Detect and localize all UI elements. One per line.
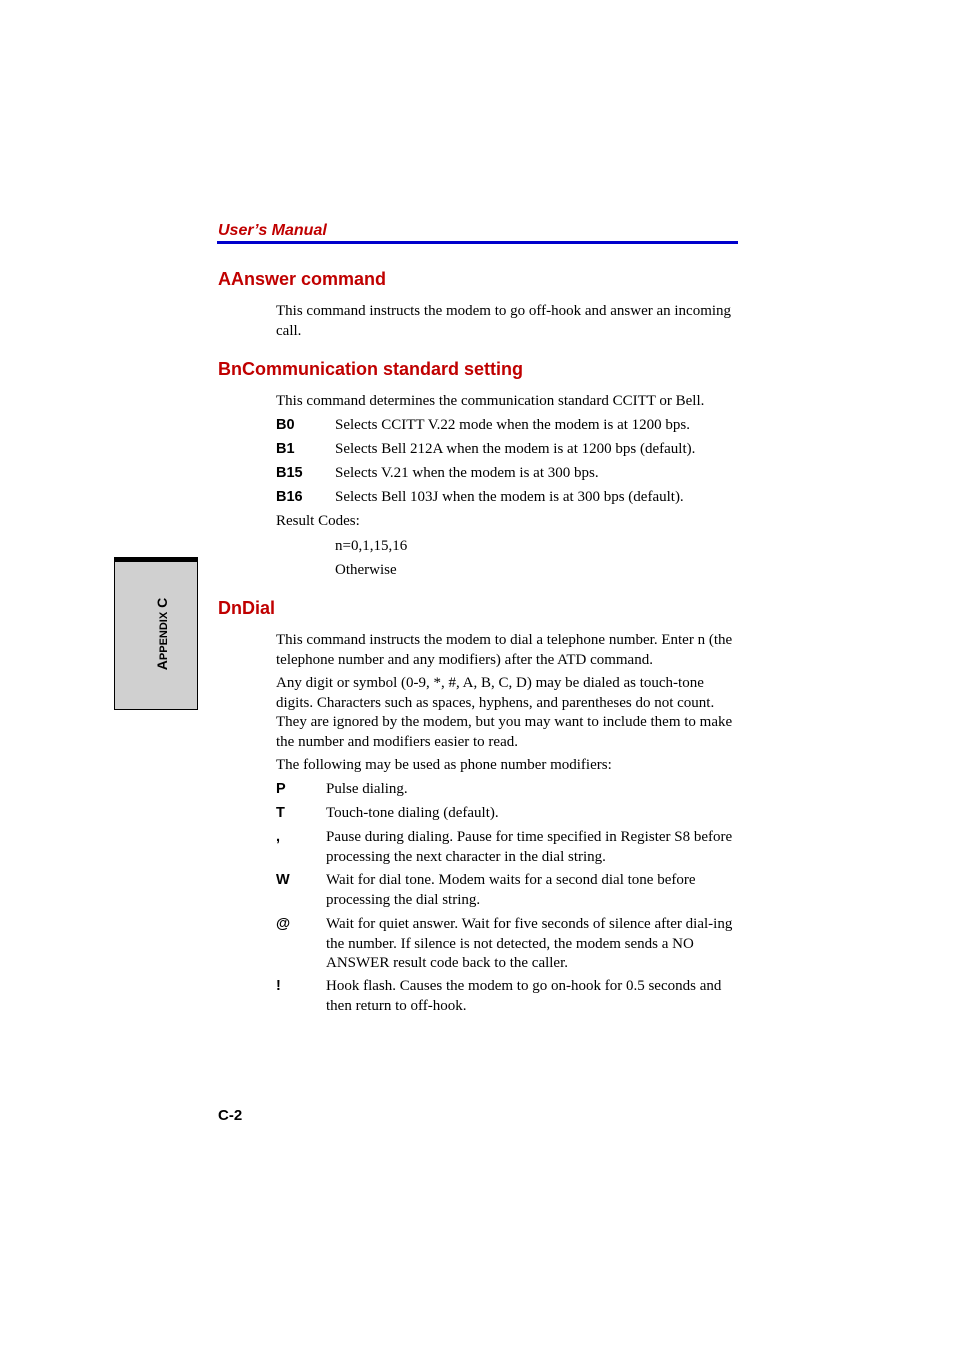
- result-code-item: n=0,1,15,16: [335, 538, 408, 554]
- paragraph-b-intro: This command determines the communication standard CCITT or Bell.: [276, 393, 705, 409]
- desc-b1: Selects Bell 212A when the modem is at 1200 bps (default).: [335, 441, 696, 457]
- paragraph-d-3: The following may be used as phone number modifiers:: [276, 757, 612, 773]
- term-b1: B1: [276, 441, 295, 457]
- modifier-term-at: @: [276, 916, 291, 932]
- modifier-term-comma: ,: [276, 829, 281, 845]
- heading-bn-standard: BnCommunication standard setting: [218, 359, 524, 379]
- paragraph-d-1: This command instructs the modem to dial a telephone number. Enter n (the telephone number and any modifiers) after the ATD command.: [276, 632, 733, 668]
- running-header: User’s Manual: [218, 222, 327, 239]
- desc-b15: Selects V.21 when the modem is at 300 bps.: [335, 465, 599, 481]
- paragraph-d-2: Any digit or symbol (0-9, *, #, A, B, C, D) may be dialed as touch-tone digits. Characters such as spaces, hyphens, and parentheses do not count. They are ignored by the modem, but you may want to include them to make the number and modifiers easier to read.: [276, 675, 733, 750]
- modifier-term-t: T: [276, 805, 285, 821]
- modifier-desc-t: Touch-tone dialing (default).: [326, 805, 499, 821]
- modifier-desc-p: Pulse dialing.: [326, 781, 408, 797]
- modifier-desc-bang: Hook flash. Causes the modem to go on-hook for 0.5 seconds and then return to off-hook.: [326, 978, 722, 1014]
- modifier-desc-at: Wait for quiet answer. Wait for five seconds of silence after dial-ing the number. If silence is not detected, the modem sends a NO ANSWER result code back to the caller.: [326, 916, 733, 971]
- modifier-desc-w: Wait for dial tone. Modem waits for a second dial tone before processing the dial string.: [326, 872, 696, 908]
- page-number: C-2: [218, 1107, 243, 1124]
- header-rule: [217, 241, 738, 244]
- heading-a-answer: AAnswer command: [218, 269, 387, 289]
- term-b0: B0: [276, 417, 295, 433]
- modifier-term-w: W: [276, 872, 290, 888]
- appendix-side-label: APPENDIX C: [154, 597, 170, 671]
- desc-b16: Selects Bell 103J when the modem is at 300 bps (default).: [335, 489, 684, 505]
- term-b15: B15: [276, 465, 303, 481]
- result-code-item: Otherwise: [335, 562, 397, 578]
- paragraph-a: This command instructs the modem to go off-hook and answer an incoming call.: [276, 303, 732, 339]
- heading-dn-dial: DnDial: [218, 598, 276, 618]
- modifier-desc-comma: Pause during dialing. Pause for time specified in Register S8 before processing the next character in the dial string.: [326, 829, 733, 865]
- modifier-term-p: P: [276, 781, 286, 797]
- result-codes-label: Result Codes:: [276, 513, 360, 529]
- modifier-term-bang: !: [276, 978, 281, 994]
- term-b16: B16: [276, 489, 303, 505]
- desc-b0: Selects CCITT V.22 mode when the modem is at 1200 bps.: [335, 417, 690, 433]
